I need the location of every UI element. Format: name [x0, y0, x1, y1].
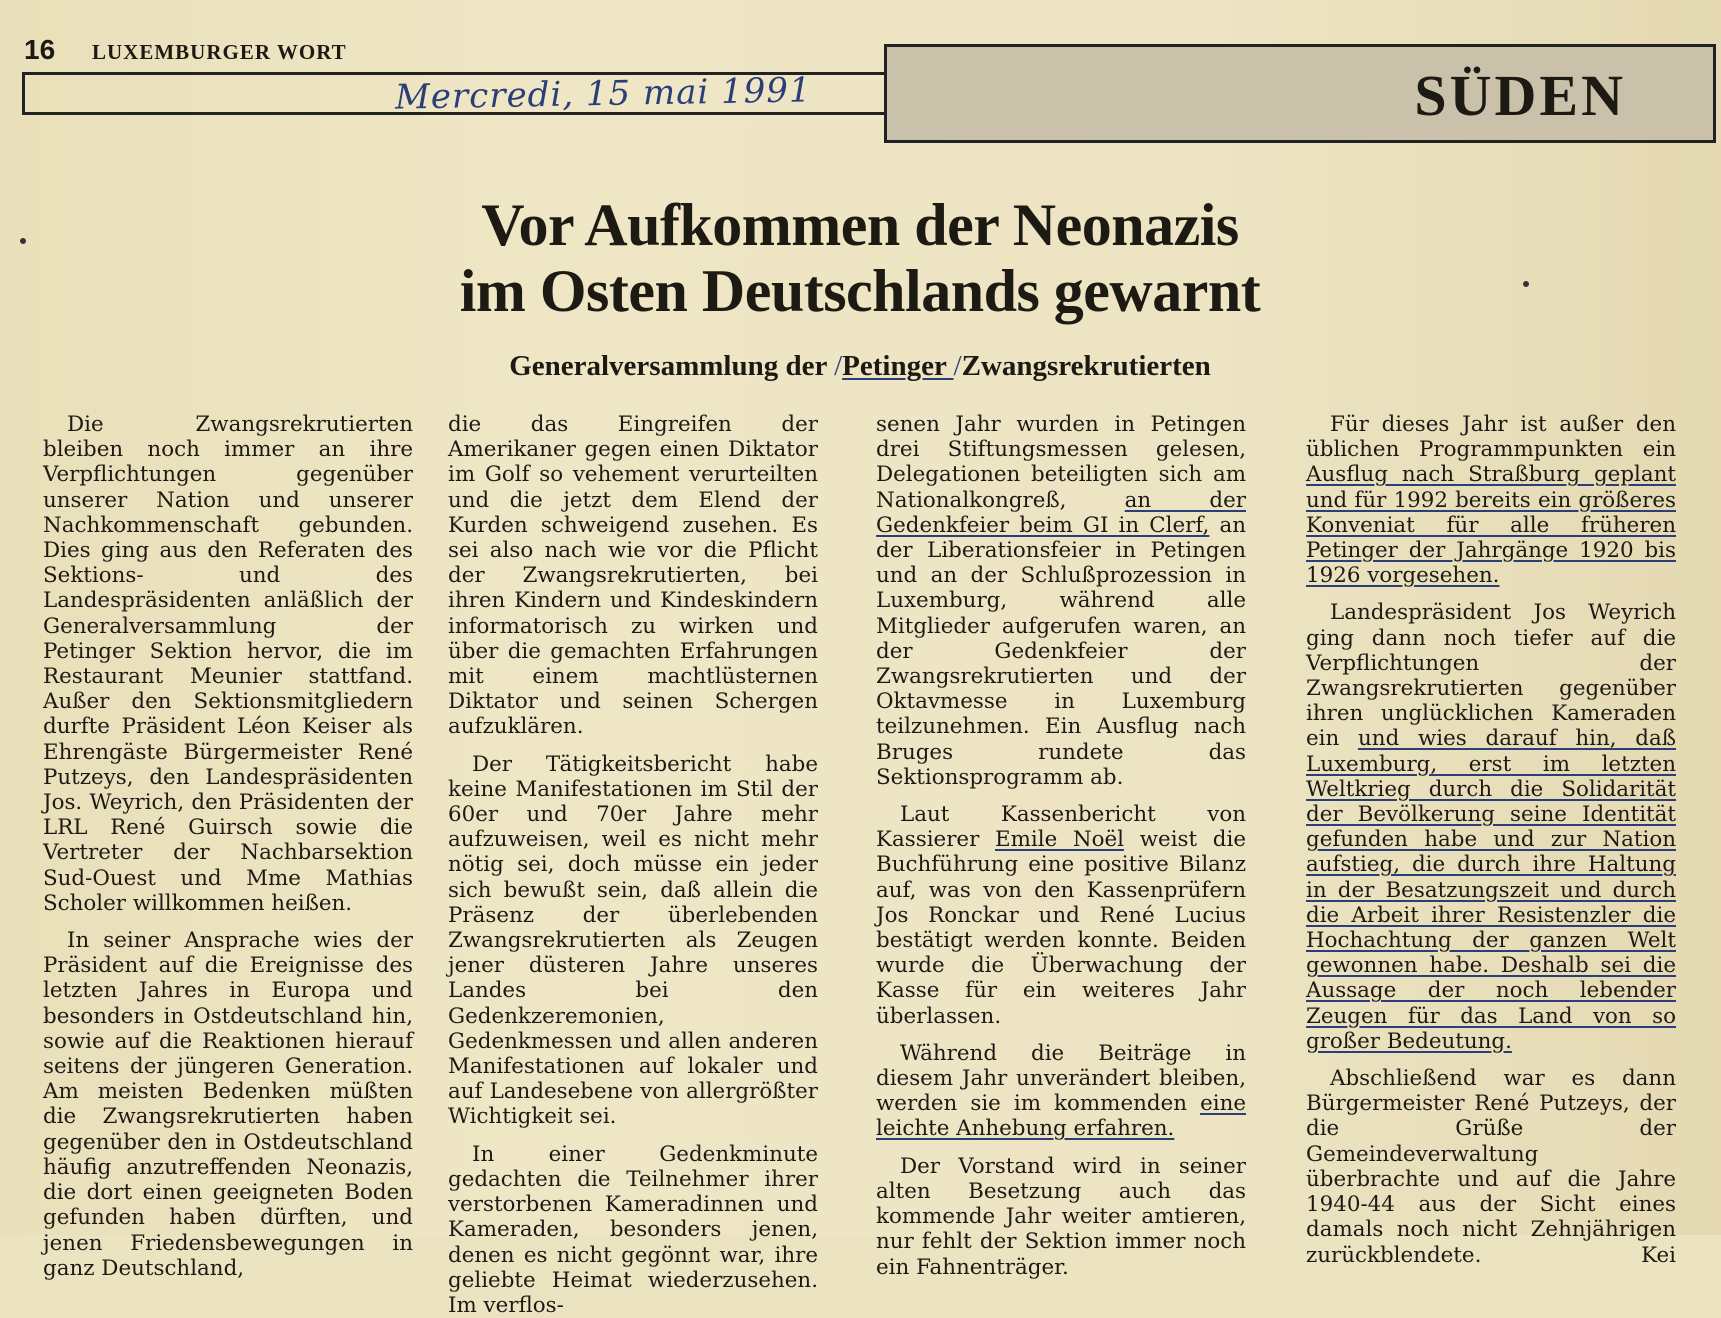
print-speck	[1523, 281, 1529, 287]
headline-line-2: im Osten Deutschlands gewarnt	[459, 258, 1261, 324]
article-column-1	[43, 412, 413, 1281]
article-column-3	[876, 412, 1246, 1280]
subheadline	[380, 350, 1340, 383]
pen-bracket-right: /	[953, 350, 962, 382]
paragraph	[876, 802, 1246, 1029]
paragraph: Der Tätigkeitsbericht habe keine Manifestationen im Stil der 60er und 70er Jahre mehr aufzuweisen, weil es nicht mehr nötig sei, doch müsse ein jeder sich bewußt sein, daß allein die Präsenz der überlebenden Zwangsrekrutierten als Zeugen jener düsteren Jahre unseres Landes bei den Gedenkzeremonien, Gedenkmessen und allen anderen Manifestationen auf lokaler und auf Landesebene von allergrößter Wichtigkeit sei.	[448, 751, 818, 1130]
text-run: weist die Buchführung eine positive Bilanz auf, was von den Kassenprüfern Jos Ronckar und René Lucius bestätigt werden konnte. Beiden wurde die Überwachung der Kasse für ein weiteres Jahr überlassen.	[876, 827, 1246, 1029]
paragraph: In seiner Ansprache wies der Präsident auf die Ereignisse des letzten Jahres in Europa und besonders in Ostdeutschland hin, sowie auf die Reaktionen hierauf seitens der jüngeren Generation. Am meisten Bedenken müßten die Zwangsrekrutierten haben gegenüber den in Ostdeutschland häufig anzutreffenden Neonazis, die dort einen geeigneten Boden gefunden haben dürften, und jenen Friedensbewegungen in ganz Deutschland,	[43, 928, 413, 1281]
subhead-marked-word: Petinger	[842, 350, 954, 382]
paragraph: In einer Gedenkminute gedachten die Teilnehmer ihrer verstorbenen Kameradinnen und Kameraden, besonders jenen, denen es nicht gegönnt war, ihre geliebte Heimat wiederzusehen. Im verflos-	[448, 1141, 818, 1318]
article-column-4	[1306, 412, 1676, 1268]
headline	[380, 192, 1340, 324]
section-title: SÜDEN	[1414, 63, 1626, 128]
newspaper-name: LUXEMBURGER WORT	[92, 40, 347, 64]
print-speck	[20, 238, 26, 244]
paragraph	[1306, 600, 1676, 1054]
author-signature: Kei	[1641, 1242, 1676, 1268]
text-run: Während die Beiträge in diesem Jahr unverändert bleiben, werden sie im kommenden	[876, 1040, 1246, 1117]
pen-underline: und wies darauf hin, daß Luxemburg, erst im letzten Weltkrieg durch die Solidarität der Bevölkerung seine Identität gefunden habe und zur Nation aufstieg, die durch ihre Haltung in der Besatzungszeit und durch die Arbeit ihrer Resistenzler die Hochachtung der ganzen Welt gewonnen habe. Deshalb sei die Aussage der noch lebender Zeugen für das Land von so großer Bedeutung.	[1306, 726, 1677, 1054]
text-run: senen Jahr wurden in Petingen drei Stiftungsmessen gelesen, Delegationen beteiligten sich am Nationalkongreß,	[876, 412, 1246, 513]
text-run: an der Liberationsfeier in Petingen und an der Schlußprozession in Luxemburg, während alle Mitglieder aufgerufen waren, an der Gedenkfeier der Zwangsrekrutierten und der Oktavmesse in Luxemburg teilzunehmen. Ein Ausflug nach Bruges rundete das Sektionsprogramm ab.	[876, 512, 1246, 790]
pen-bracket-left: /	[834, 350, 843, 382]
text-run: Laut Kassenbericht von Kassierer	[876, 802, 1246, 853]
headline-line-1: Vor Aufkommen der Neonazis	[481, 192, 1239, 258]
article-column-2	[448, 412, 818, 1318]
paragraph	[1306, 412, 1676, 588]
paragraph: die das Eingreifen der Amerikaner gegen einen Diktator im Golf so vehement verurteilten und die jetzt dem Elend der Kurden schweigend zusehen. Es sei also nach wie vor die Pflicht der Zwangsrekrutierten, bei ihren Kindern und Kindeskindern informatorisch zu wirken und über die gemachten Erfahrungen mit einem machtlüsternen Diktator und seinen Schergen aufzuklären.	[448, 412, 818, 740]
paragraph: Der Vorstand wird in seiner alten Besetzung auch das kommende Jahr weiter amtieren, nur fehlt der Sektion immer noch ein Fahnenträger.	[876, 1153, 1246, 1280]
paragraph	[876, 1041, 1246, 1142]
page-number: 16	[24, 34, 56, 65]
paragraph: Die Zwangsrekrutierten bleiben noch immer an ihre Verpflichtungen gegenüber unserer Nation und unserer Nachkommenschaft gebunden. Dies ging aus den Referaten des Sektions- und des Landespräsidenten anläßlich der Generalversammlung der Petinger Sektion hervor, die im Restaurant Meunier stattfand. Außer den Sektionsmitgliedern durfte Präsident Léon Keiser als Ehrengäste Bürgermeister René Putzeys, den Landespräsidenten Jos. Weyrich, den Präsidenten der LRL René Guirsch sowie die Vertreter der Nachbarsektion Sud-Ouest und Mme Mathias Scholer willkommen heißen.	[43, 412, 413, 916]
pen-underline: an der Gedenkfeier beim GI in Clerf,	[876, 487, 1246, 538]
pen-underline: eine leichte Anhebung erfahren.	[876, 1091, 1246, 1142]
paragraph	[876, 412, 1246, 790]
pen-underline: Ausflug nach Straßburg geplant und für 1992 bereits ein größeres Konveniat für alle früheren Petinger der Jahrgänge 1920 bis 1926 vorgesehen.	[1306, 462, 1676, 589]
pen-underline: Emile Noël	[995, 827, 1125, 853]
paragraph: Abschließend war es dann Bürgermeister René Putzeys, der die Grüße der Gemeindeverwaltung überbrachte und auf die Jahre 1940-44 aus der Sicht eines damals noch nicht Zehnjährigen zurückblendete.	[1306, 1066, 1676, 1268]
text-run: Für dieses Jahr ist außer den üblichen Programmpunkten ein	[1306, 412, 1676, 463]
subhead-start: Generalversammlung der	[509, 350, 835, 382]
subhead-end: Zwangsrekrutierten	[961, 350, 1211, 382]
handwritten-date: Mercredi, 15 mai 1991	[394, 70, 812, 118]
text-run: Landespräsident Jos Weyrich ging dann noch tiefer auf die Verpflichtungen der Zwangsrekrutierten gegenüber ihren unglücklichen Kameraden ein	[1306, 600, 1676, 752]
